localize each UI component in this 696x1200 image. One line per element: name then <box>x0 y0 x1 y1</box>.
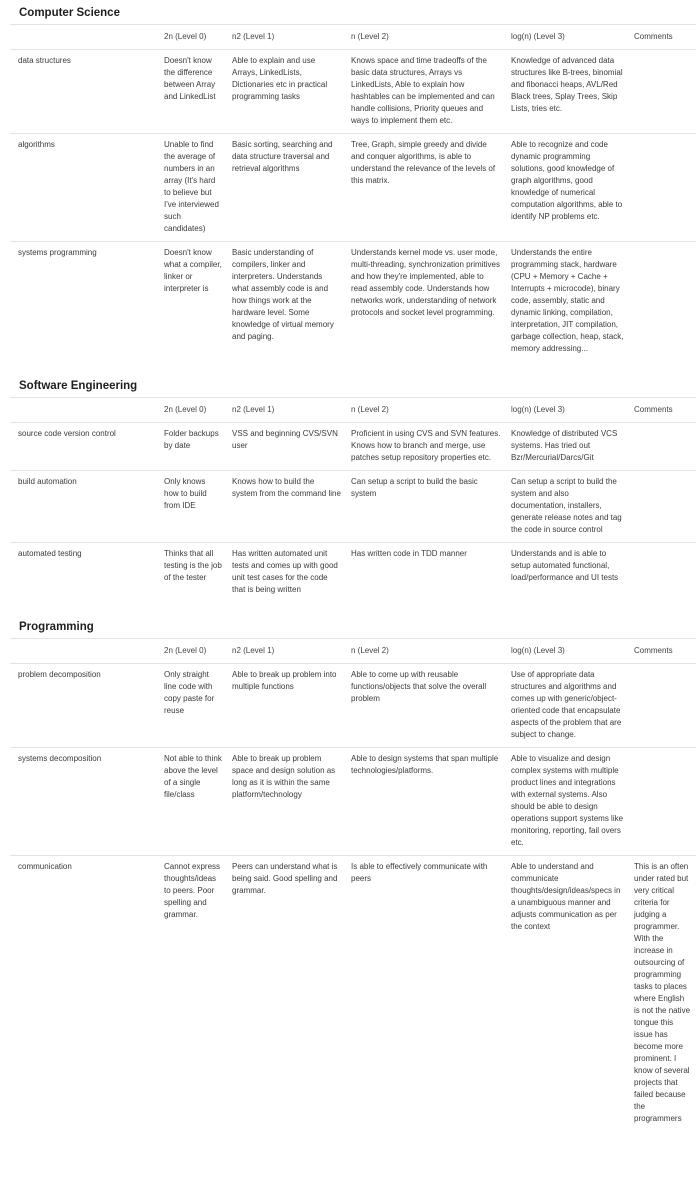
header-skill <box>10 639 158 664</box>
section-title-programming: Programming <box>19 621 94 633</box>
header-comments: Comments <box>628 398 696 423</box>
cell-level-2: Able to come up with reusable functions/objects that solve the overall problem <box>345 664 505 748</box>
cell-comments: This is an often under rated but very critical criteria for judging a programmer. With the increase in outsourcing of programming tasks to places where English is not the native tongue this issue has become more prominent. I know of several projects that failed because the programmers <box>634 862 691 1123</box>
cell-level-2: Has written code in TDD manner <box>351 549 467 558</box>
table-row <box>10 242 696 362</box>
row-label: source code version control <box>10 423 158 471</box>
cell-level-2: Is able to effectively communicate with peers <box>351 862 488 883</box>
cell-comments <box>628 134 696 242</box>
header-row <box>10 398 696 423</box>
cell-level-0: Unable to find the average of numbers in an array (It's hard to believe but I've interviewed such candidates) <box>158 134 226 242</box>
cell-level-2: Tree, Graph, simple greedy and divide and conquer algorithms, is able to understand the relevance of the levels of this matrix. <box>345 134 505 242</box>
header-level-2: n (Level 2) <box>345 398 505 423</box>
header-level-2: n (Level 2) <box>345 25 505 50</box>
cell-level-3: Understands the entire programming stack, hardware (CPU + Memory + Cache + Interrupts + microcode), binary code, assembly, static and dynamic linking, compilation, interpretation, JIT compilation, garbage collection, heap, stack, memory addressing... <box>511 248 624 353</box>
cell-level-3: Can setup a script to build the system and also documentation, installers, generate release notes and tag the code in source control <box>505 471 628 543</box>
cell-level-1: Basic sorting, searching and data structure traversal and retrieval algorithms <box>226 134 345 242</box>
header-level-0: 2n (Level 0) <box>158 639 226 664</box>
header-row <box>10 25 696 50</box>
cell-level-0: Doesn't know the difference between Array and LinkedList <box>158 50 226 134</box>
cell-comments <box>628 543 696 603</box>
cell-level-2: Able to design systems that span multiple technologies/platforms. <box>345 748 505 856</box>
table-row <box>10 50 696 134</box>
cell-level-1: Basic understanding of compilers, linker and interpreters. Understands what assembly code is and how things work at the hardware level. Some knowledge of virtual memory and paging. <box>232 248 334 341</box>
cell-level-3: Able to visualize and design complex systems with multiple product lines and integrations with external systems. Also should be able to design operations support systems like monitoring, reporting, fail overs etc. <box>505 748 628 856</box>
table-row <box>10 471 696 543</box>
row-label: problem decomposition <box>10 664 158 748</box>
table-row <box>10 856 696 1132</box>
section-title-software-engineering: Software Engineering <box>19 380 138 392</box>
row-label: algorithms <box>10 134 158 242</box>
cell-level-1: Knows how to build the system from the command line <box>226 471 345 543</box>
header-skill <box>10 398 158 423</box>
section-title-computer-science: Computer Science <box>19 7 120 19</box>
cell-comments <box>628 748 696 856</box>
header-level-3: log(n) (Level 3) <box>505 639 628 664</box>
header-level-3: log(n) (Level 3) <box>505 25 628 50</box>
cell-level-3: Knowledge of distributed VCS systems. Has tried out Bzr/Mercurial/Darcs/Git <box>505 423 628 471</box>
table-row <box>10 134 696 242</box>
cell-level-3: Understands and is able to setup automated functional, load/performance and UI tests <box>511 549 619 582</box>
row-label: data structures <box>10 50 158 134</box>
table-computer-science <box>10 24 696 361</box>
cell-level-1: Peers can understand what is being said. Good spelling and grammar. <box>232 862 338 895</box>
section-divider <box>0 602 696 614</box>
cell-comments <box>628 50 696 134</box>
header-level-1: n2 (Level 1) <box>226 639 345 664</box>
header-row <box>10 639 696 664</box>
header-level-1: n2 (Level 1) <box>226 25 345 50</box>
cell-level-1: Able to explain and use Arrays, LinkedLists, Dictionaries etc in practical programming tasks <box>226 50 345 134</box>
cell-level-1: Has written automated unit tests and comes up with good unit test cases for the code that is being written <box>232 549 338 594</box>
cell-level-0: Only knows how to build from IDE <box>158 471 226 543</box>
cell-level-1: Able to break up problem into multiple functions <box>226 664 345 748</box>
header-level-2: n (Level 2) <box>345 639 505 664</box>
section-divider <box>0 361 696 373</box>
table-row <box>10 423 696 471</box>
header-level-0: 2n (Level 0) <box>158 398 226 423</box>
cell-level-3: Knowledge of advanced data structures like B-trees, binomial and fibonacci heaps, AVL/Red Black trees, Splay Trees, Skip Lists, tries etc. <box>505 50 628 134</box>
cell-level-2: Understands kernel mode vs. user mode, multi-threading, synchronization primitives and how they're implemented, able to read assembly code. Understands how networks work, understanding of network protocols and socket level programming. <box>351 248 500 317</box>
cell-level-0: Thinks that all testing is the job of the tester <box>164 549 222 582</box>
cell-level-0: Cannot express thoughts/ideas to peers. Poor spelling and grammar. <box>164 862 221 919</box>
table-row <box>10 543 696 603</box>
cell-level-1: VSS and beginning CVS/SVN user <box>226 423 345 471</box>
row-label: systems programming <box>18 248 97 257</box>
cell-level-3: Able to understand and communicate thoughts/design/ideas/specs in a unambiguous manner and adjusts communication as per the context <box>511 862 621 931</box>
header-skill <box>10 25 158 50</box>
header-comments: Comments <box>628 25 696 50</box>
cell-level-2: Knows space and time tradeoffs of the basic data structures, Arrays vs LinkedLists, Able to explain how hashtables can be implemented and can handle collisions, Priority queues and ways to implement them etc. <box>345 50 505 134</box>
cell-level-0: Only straight line code with copy paste for reuse <box>158 664 226 748</box>
cell-level-1: Able to break up problem space and design solution as long as it is within the same platform/technology <box>226 748 345 856</box>
table-row <box>10 748 696 856</box>
cell-level-3: Able to recognize and code dynamic programming solutions, good knowledge of graph algorithms, good knowledge of numerical computation algorithms, able to identify NP problems etc. <box>505 134 628 242</box>
cell-level-3: Use of appropriate data structures and algorithms and comes up with generic/object-oriented code that encapsulate aspects of the problem that are subject to change. <box>505 664 628 748</box>
cell-comments <box>628 423 696 471</box>
table-programming <box>10 638 696 1131</box>
header-comments: Comments <box>628 639 696 664</box>
row-label: automated testing <box>18 549 82 558</box>
row-label: communication <box>18 862 72 871</box>
cell-level-2: Can setup a script to build the basic system <box>345 471 505 543</box>
cell-comments <box>628 471 696 543</box>
header-level-0: 2n (Level 0) <box>158 25 226 50</box>
cell-level-0: Doesn't know what a compiler, linker or interpreter is <box>164 248 222 293</box>
cell-level-0: Not able to think above the level of a single file/class <box>158 748 226 856</box>
row-label: build automation <box>10 471 158 543</box>
table-software-engineering <box>10 397 696 602</box>
cell-level-0: Folder backups by date <box>158 423 226 471</box>
table-row <box>10 664 696 748</box>
cell-level-2: Proficient in using CVS and SVN features. Knows how to branch and merge, use patches setup repository properties etc. <box>345 423 505 471</box>
header-level-3: log(n) (Level 3) <box>505 398 628 423</box>
header-level-1: n2 (Level 1) <box>226 398 345 423</box>
row-label: systems decomposition <box>10 748 158 856</box>
cell-comments <box>628 664 696 748</box>
cell-comments <box>628 242 696 362</box>
